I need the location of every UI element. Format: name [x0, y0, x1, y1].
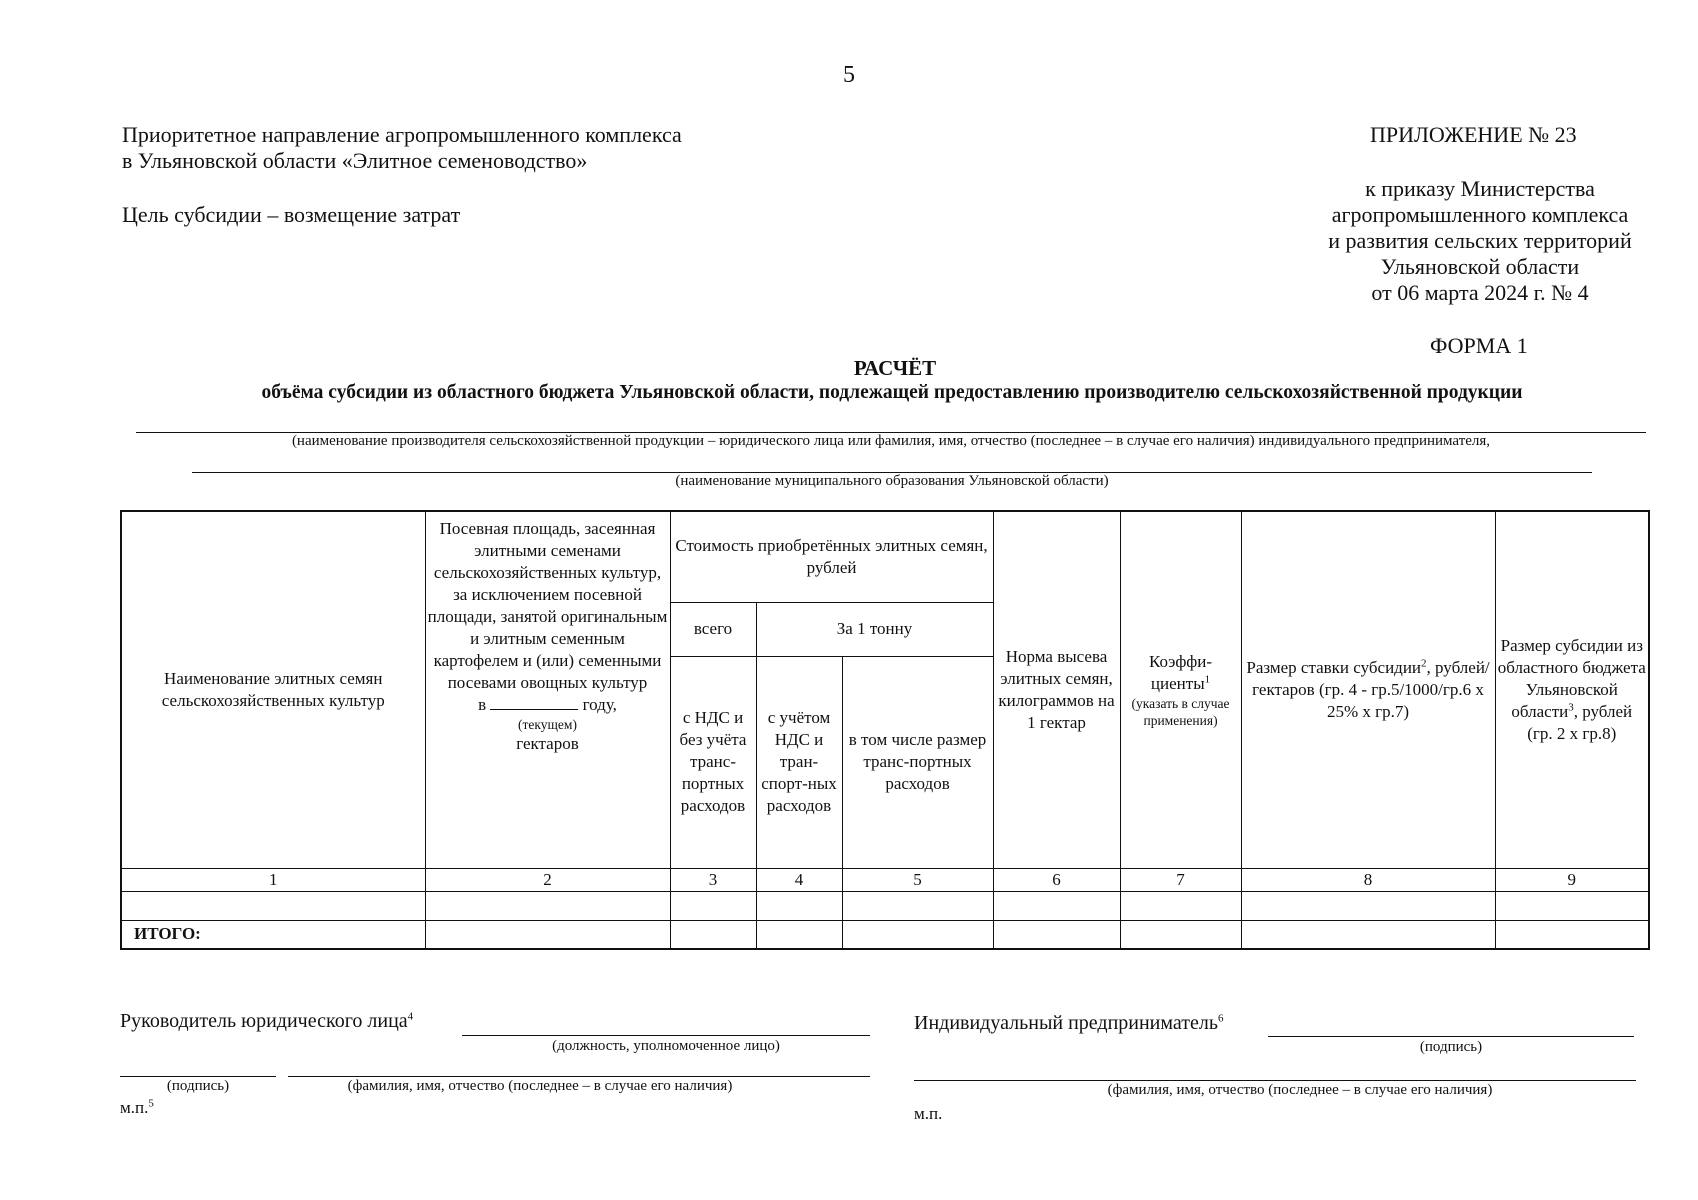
order-line: агропромышленного комплекса [1331, 202, 1629, 227]
footnote-mark: 3 [1568, 701, 1574, 714]
priority-direction-line: в Ульяновской области «Элитное семеноводство» [122, 148, 588, 173]
priority-direction-line: Приоритетное направление агропромышленного комплекса [122, 122, 682, 147]
column-number: 9 [1495, 868, 1649, 891]
page-number: 5 [843, 62, 855, 88]
header-coefficients [1120, 511, 1241, 868]
header-total: всего [670, 602, 756, 656]
column-number: 4 [756, 868, 842, 891]
footnote-mark: 4 [407, 1010, 414, 1023]
calculation-table [120, 510, 1650, 950]
table-row [121, 891, 1649, 920]
ip-signature-fill-line[interactable] [1268, 1036, 1634, 1037]
table-cell[interactable] [993, 891, 1120, 920]
sown-area-text: Посевная площадь, засеянная элитными семенами сельскохозяйственных культур, за исключением посевной площади, занятой оригинальным и элитным семенным картофелем и (или) семенными посевами овощных культур [427, 519, 668, 692]
ip-label [914, 1012, 1223, 1035]
order-line: от 06 марта 2024 г. № 4 [1371, 280, 1589, 305]
ip-label-text: Индивидуальный предприниматель [914, 1012, 1218, 1034]
stamp-place [120, 1098, 154, 1118]
sown-area-unit: гектаров [516, 734, 579, 753]
signature-fill-line[interactable] [120, 1076, 276, 1077]
priority-direction [122, 122, 682, 174]
name-fill-line[interactable] [288, 1076, 870, 1077]
total-label: ИТОГО: [121, 920, 425, 949]
ip-name-hint: (фамилия, имя, отчество (последнее – в случае его наличия) [1107, 1082, 1493, 1098]
footnote-mark: 2 [1421, 657, 1427, 670]
table-cell[interactable] [1495, 920, 1649, 949]
table-cell[interactable] [425, 891, 670, 920]
header-per-ton: За 1 тонну [756, 602, 993, 656]
signature-hint: (подпись) [166, 1078, 230, 1094]
column-number: 8 [1241, 868, 1495, 891]
name-hint: (фамилия, имя, отчество (последнее – в случае его наличия) [347, 1078, 733, 1094]
column-number: 1 [121, 868, 425, 891]
municipality-hint: (наименование муниципального образования Ульяновской области) [675, 473, 1109, 489]
table-cell[interactable] [670, 891, 756, 920]
header-sown-area [425, 511, 670, 868]
column-number: 7 [1120, 868, 1241, 891]
year-hint: (текущем) [518, 717, 577, 732]
coefficients-label [1123, 651, 1239, 695]
head-label-text: Руководитель юридического лица [120, 1010, 408, 1032]
table-cell[interactable] [1120, 891, 1241, 920]
position-fill-line[interactable] [462, 1035, 870, 1036]
position-hint: (должность, уполномоченное лицо) [552, 1038, 780, 1054]
column-number: 6 [993, 868, 1120, 891]
table-header-row [121, 511, 1649, 602]
table-cell[interactable] [756, 891, 842, 920]
header-crop-name: Наименование элитных семян сельскохозяйственных культур [121, 511, 425, 868]
column-numbers-row [121, 868, 1649, 891]
footnote-mark: 6 [1217, 1012, 1224, 1025]
header-rate [1241, 511, 1495, 868]
appendix-title: ПРИЛОЖЕНИЕ № 23 [1370, 122, 1577, 147]
column-number: 2 [425, 868, 670, 891]
table-cell[interactable] [842, 891, 993, 920]
table-cell[interactable] [756, 920, 842, 949]
subsidy-rest: , рублей (гр. 2 х гр.8) [1527, 701, 1633, 743]
table-cell[interactable] [670, 920, 756, 949]
footnote-mark: 1 [1204, 673, 1211, 686]
year-prefix: в [478, 695, 487, 714]
table-cell[interactable] [842, 920, 993, 949]
header-cost-group: Стоимость приобретённых элитных семян, рублей [670, 511, 993, 602]
table-cell[interactable] [1495, 891, 1649, 920]
table-cell[interactable] [121, 891, 425, 920]
ip-name-fill-line[interactable] [914, 1080, 1636, 1081]
table-cell[interactable] [425, 920, 670, 949]
stamp-text: м.п. [120, 1098, 149, 1117]
year-fill-line[interactable] [490, 695, 578, 710]
rate-main: Размер ставки субсидии [1246, 657, 1422, 677]
header-subsidy-amount [1495, 511, 1649, 868]
year-suffix: году, [582, 695, 617, 714]
order-line: Ульяновской области [1380, 254, 1580, 279]
ip-stamp-place: м.п. [914, 1104, 943, 1123]
order-line: и развития сельских территорий [1328, 228, 1632, 253]
coefficients-note: (указать в случае применения) [1131, 695, 1230, 728]
form-number: ФОРМА 1 [1430, 333, 1528, 358]
table-cell[interactable] [993, 920, 1120, 949]
document-title: РАСЧЁТ [853, 356, 937, 380]
column-number: 3 [670, 868, 756, 891]
order-line: к приказу Министерства [1365, 176, 1595, 201]
table-cell[interactable] [1120, 920, 1241, 949]
subsidy-main: Размер субсидии из областного бюджета Ульяновской области [1497, 635, 1646, 721]
head-label [120, 1010, 413, 1033]
producer-hint: (наименование производителя сельскохозяйственной продукции – юридического лица или фамилия, имя, отчество (последнее – в случае его наличия) индивидуального предпринимателя, [291, 433, 1491, 449]
subsidy-goal: Цель субсидии – возмещение затрат [122, 202, 461, 227]
footnote-mark: 5 [148, 1097, 154, 1110]
header-incl-vat-transport: с учётом НДС и тран-спорт-ных расходов [756, 656, 842, 868]
rate-rest: , рублей/гектаров (гр. 4 - гр.5/1000/гр.6 х 25% х гр.7) [1252, 657, 1490, 721]
sown-area-year [428, 694, 668, 716]
header-transport-costs: в том числе размер транс-портных расходов [842, 656, 993, 868]
table-cell[interactable] [1241, 920, 1495, 949]
header-with-vat: с НДС и без учёта транс-портных расходов [670, 656, 756, 868]
table-cell[interactable] [1241, 891, 1495, 920]
document-subtitle: объёма субсидии из областного бюджета Ульяновской области, подлежащей предоставлению производителю сельскохозяйственной продукции [261, 382, 1523, 403]
header-seeding-rate: Норма высева элитных семян, килограммов на 1 гектар [993, 511, 1120, 868]
total-row [121, 920, 1649, 949]
order-reference [1280, 176, 1680, 306]
column-number: 5 [842, 868, 993, 891]
ip-signature-hint: (подпись) [1419, 1039, 1483, 1055]
coefficients-main: Коэффи-циенты [1148, 651, 1213, 693]
